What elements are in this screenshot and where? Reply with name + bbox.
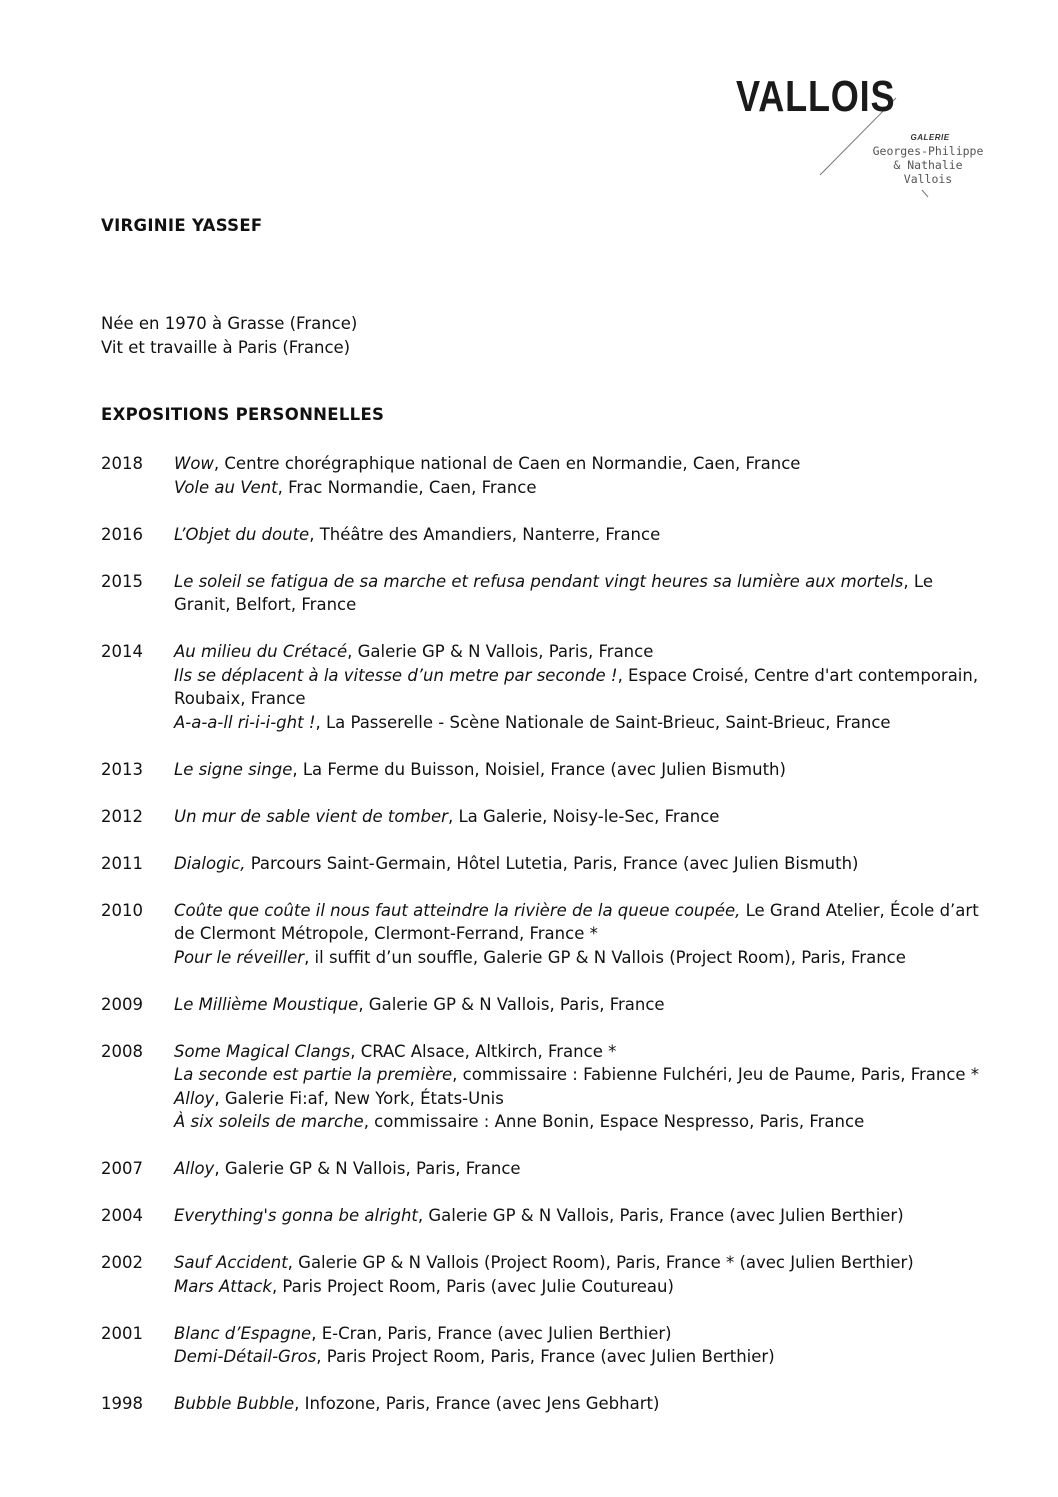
exhibition-year: 1998 [101,1394,143,1413]
exhibition-entry [174,1040,991,1064]
logo-small-diagonal [922,190,928,197]
exhibition-details: , Galerie GP & N Vallois, Paris, France [358,994,665,1014]
exhibition-year: 2014 [101,642,143,661]
exhibition-details: , commissaire : Fabienne Fulchéri, Jeu de Paume, Paris, France * [452,1065,980,1084]
exhibition-title: Blanc d’Espagne [174,1323,312,1343]
exhibition-year-group [101,452,991,499]
section-title: EXPOSITIONS PERSONNELLES [101,405,385,424]
exhibition-details: , La Galerie, Noisy-le-Sec, France [447,806,720,826]
exhibition-title: Some Magical Clangs [174,1041,351,1061]
exhibition-entry [174,1110,991,1134]
exhibition-entry [174,1204,991,1228]
exhibition-details: , Théâtre des Amandiers, Nanterre, France [309,524,661,544]
exhibition-details: , E-Cran, Paris, France (avec Julien Berthier) [311,1323,672,1343]
exhibition-entry [174,1275,991,1299]
exhibition-title: Le soleil se fatigua de sa marche et refusa pendant vingt heures sa lumière aux mortels [174,571,904,591]
exhibition-entry [174,946,991,970]
exhibition-title: Au milieu du Crétacé [174,642,348,661]
exhibition-details: , Le Granit, Belfort, France [174,571,933,614]
exhibition-details: Le Grand Atelier, École d’art de Clermont Métropole, Clermont-Ferrand, France * [174,900,979,943]
exhibition-year-group [101,1322,991,1369]
exhibition-details: , commissaire : Anne Bonin, Espace Nespresso, Paris, France [363,1112,865,1131]
logo-gallerist-names [866,144,990,186]
exhibition-entry [174,1392,991,1416]
exhibition-year: 2018 [101,454,143,473]
exhibition-year: 2013 [101,759,143,779]
exhibition-details: , Galerie GP & N Vallois, Paris, France (avec Julien Berthier) [417,1206,904,1225]
exhibition-entry [174,1157,991,1181]
exhibition-year: 2001 [101,1323,143,1343]
exhibition-title: Ils se déplacent à la vitesse d’un metre par seconde ! [174,665,618,685]
logo-name-line: Georges-Philippe [872,144,984,158]
exhibition-title: Le signe singe [174,759,293,779]
artist-name: VIRGINIE YASSEF [101,216,263,235]
exhibition-year-group [101,852,991,876]
exhibition-details: , Galerie GP & N Vallois, Paris, France [214,1159,521,1178]
exhibition-entry [174,523,991,547]
exhibition-year-group [101,1392,991,1416]
exhibition-entry [174,758,991,782]
exhibition-entry [174,570,991,617]
exhibition-year-group [101,523,991,547]
exhibition-title: Vole au Vent [174,477,278,497]
exhibition-year-group [101,1157,991,1181]
artist-bio [101,312,357,360]
exhibition-year: 2007 [101,1159,143,1178]
exhibition-entry [174,1087,991,1111]
exhibition-details: , il suffit d’un souffle, Galerie GP & N Vallois (Project Room), Paris, France [304,947,906,967]
exhibition-details: , Galerie Fi:af, New York, États-Unis [214,1088,504,1108]
exhibition-title: Alloy [174,1159,215,1178]
exhibition-year-group [101,899,991,970]
exhibition-year-group [101,570,991,617]
logo-galerie-label: GALERIE [910,133,950,142]
exhibition-entry [174,711,991,735]
exhibition-year-group [101,993,991,1017]
exhibition-year: 2004 [101,1206,143,1225]
exhibition-year: 2016 [101,524,143,544]
exhibition-entry [174,664,991,711]
exhibition-year-group [101,805,991,829]
exhibition-entry [174,852,991,876]
exhibition-title: Everything's gonna be alright [174,1206,418,1225]
exhibition-entry [174,1251,991,1275]
exhibition-title: Dialogic, [174,853,246,873]
exhibition-year: 2002 [101,1253,143,1272]
exhibition-year-group [101,1040,991,1134]
exhibition-entry [174,452,991,476]
exhibition-year: 2015 [101,571,143,591]
exhibition-year-group [101,1251,991,1298]
exhibition-title: Sauf Accident [174,1253,288,1272]
exhibition-details: , Paris Project Room, Paris (avec Julie Coutureau) [271,1276,674,1296]
exhibition-year: 2011 [101,853,143,873]
exhibition-entry [174,805,991,829]
exhibition-entry [174,1063,991,1087]
exhibition-title: Bubble Bubble [174,1394,295,1413]
exhibition-title: Mars Attack [174,1276,272,1296]
exhibition-list [101,452,991,1439]
exhibition-title: Pour le réveiller [174,947,305,967]
exhibition-details: , La Ferme du Buisson, Noisiel, France (avec Julien Bismuth) [292,759,786,779]
exhibition-details: , Centre chorégraphique national de Caen en Normandie, Caen, France [213,454,801,473]
exhibition-details: , Frac Normandie, Caen, France [277,477,537,497]
exhibition-details: Parcours Saint-Germain, Hôtel Lutetia, Paris, France (avec Julien Bismuth) [245,853,859,873]
exhibition-entry [174,1345,991,1369]
exhibition-entry [174,476,991,500]
exhibition-title: À six soleils de marche [174,1112,364,1131]
exhibition-title: L’Objet du doute [174,524,310,544]
exhibition-entry [174,640,991,664]
exhibition-year-group [101,1204,991,1228]
exhibition-title: La seconde est partie la première [174,1065,453,1084]
bio-birth-line: Née en 1970 à Grasse (France) [101,314,358,333]
logo-name-line: Vallois [903,172,953,186]
exhibition-year-group [101,758,991,782]
exhibition-details: , Infozone, Paris, France (avec Jens Gebhart) [294,1394,660,1413]
exhibition-title: Un mur de sable vient de tomber [174,806,448,826]
exhibition-title: Coûte que coûte il nous faut atteindre la rivière de la queue coupée, [174,900,741,920]
exhibition-entry [174,1322,991,1346]
bio-residence-line: Vit et travaille à Paris (France) [101,338,351,357]
exhibition-title: Demi-Détail-Gros [174,1347,317,1366]
exhibition-title: Alloy [174,1088,215,1108]
exhibition-title: A-a-a-ll ri-i-i-ght ! [174,712,316,732]
logo-name-line: & Nathalie [893,158,963,172]
exhibition-year: 2012 [101,806,143,826]
exhibition-details: , Galerie GP & N Vallois (Project Room), Paris, France * (avec Julien Berthier) [287,1253,914,1272]
exhibition-year: 2010 [101,900,143,920]
exhibition-details: , Paris Project Room, Paris, France (avec Julien Berthier) [316,1347,775,1366]
gallery-logo [700,70,1000,210]
exhibition-details: , La Passerelle - Scène Nationale de Saint-Brieuc, Saint-Brieuc, France [315,712,891,732]
exhibition-year: 2009 [101,994,143,1014]
exhibition-year: 2008 [101,1041,143,1061]
exhibition-details: , CRAC Alsace, Altkirch, France * [350,1041,617,1061]
exhibition-entry [174,993,991,1017]
exhibition-details: , Espace Croisé, Centre d'art contemporain, Roubaix, France [174,665,979,708]
exhibition-details: , Galerie GP & N Vallois, Paris, France [347,642,654,661]
exhibition-title: Le Millième Moustique [174,994,359,1014]
logo-wordmark: VALLOIS [736,72,896,121]
exhibition-entry [174,899,991,946]
exhibition-year-group [101,640,991,734]
exhibition-title: Wow [174,454,214,473]
